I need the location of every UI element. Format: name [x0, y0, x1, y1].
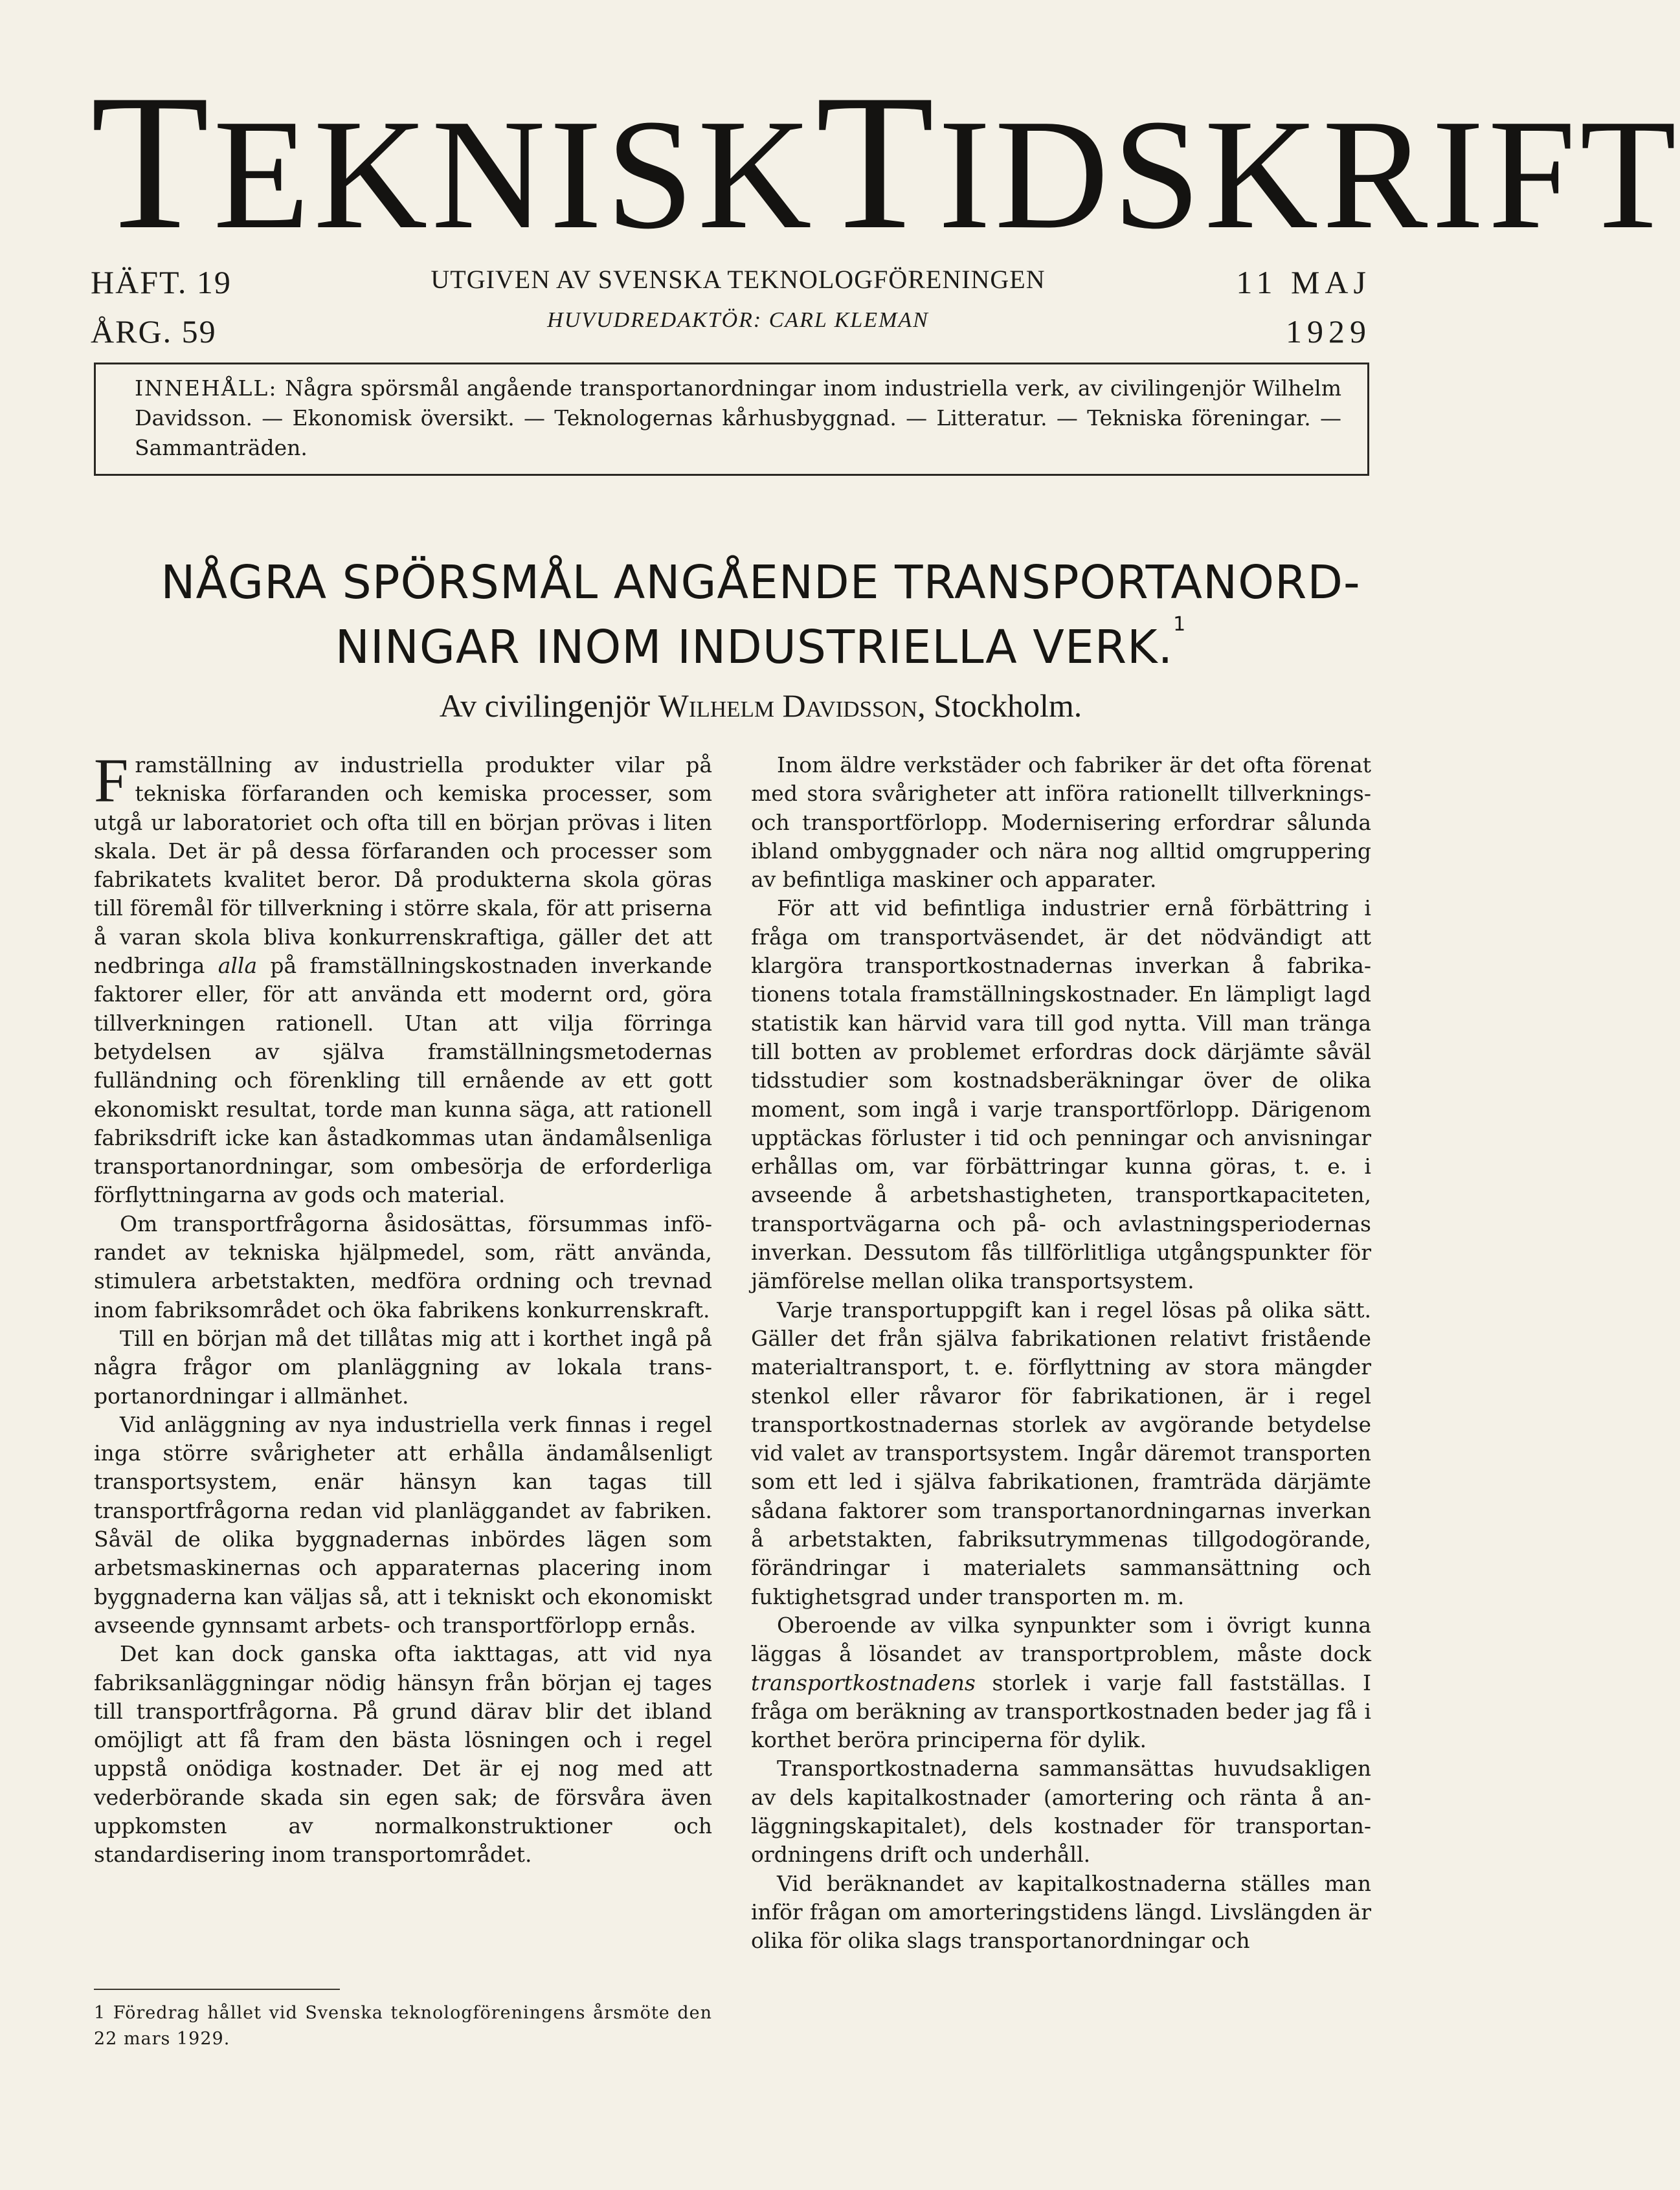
- title-footnote-mark: 1: [1173, 613, 1187, 636]
- byline-author: Wilhelm Davidsson: [658, 687, 918, 724]
- byline-prefix: Av civilingenjör: [439, 687, 651, 724]
- paragraph: [94, 746, 712, 1210]
- paragraph: För att vid befintliga industrier ernå förbättring i fråga om transportväsendet, är det nödvändigt att klargöra transportkostnadernas inverkan å fabrikationens totala framställningskostnader. En lämpligt lagd statistik kan härvid vara till god nytta. Vill man tränga till botten av problemet erfordras dock därjämte såväl tidsstudier som kostnadsberäkningar över de olika moment, som ingå i varje transportförlopp. Därigenom upptäckas förluster i tid och penningar och anvisningar erhållas om, var förbättringar kunna göras, t. e. i avseende å arbetshastigheten, transportkapaciteten, transportvägarna och på- och avlastningsperiodernas inverkan. Dessutom fås tillförlitliga utgångspunkter för jämförelse mellan olika transportsystem.: [751, 895, 1371, 1294]
- publisher-line: UTGIVEN AV SVENSKA TEKNOLOGFÖRENINGEN: [431, 265, 1046, 294]
- paragraph: Om transportfrågorna åsidosättas, försummas införandet av tekniska hjälpmedel, som, rätt använda, stimulera arbetstakten, medföra ordning och trevnad inom fabriksområdet och öka fabrikens konkurrenskraft.: [94, 1211, 712, 1323]
- paragraph: [751, 1611, 1371, 1754]
- footnote: 1 Föredrag hållet vid Svenska teknologföreningens årsmöte den 22 mars 1929.: [94, 2003, 712, 2049]
- paragraph: Det kan dock ganska ofta iakttagas, att vid nya fabriksanläggningar nödig hänsyn från början ej tages till transportfrågorna. På grund därav blir det ibland omöjligt att få fram den bästa lösningen och i regel uppstå onödiga kostnader. Det är ej nog med att vederbörande skada sin egen sak; de försvåra även uppkomsten av normalkonstruktioner och standardisering inom transportområdet.: [94, 1641, 712, 1868]
- paragraph: Vid anläggning av nya industriella verk finnas i regel inga större svårigheter att erhålla ändamålsenligt transportsystem, enär hänsyn kan tagas till transportfrågorna redan vid planläggandet av fabriken. Såväl de olika byggnadernas inbördes lägen som arbetsmaskinernas och apparaternas placering inom byggnaderna kan väljas så, att i tekniskt och ekonomiskt avseende gynnsamt arbets- och transportförlopp ernås.: [94, 1411, 712, 1638]
- paragraph-text: på framställningskostnaden inverkande faktorer eller, för att använda ett modernt ord, göra tillverkningen rationell. Utan att vilja förringa betydelsen av själva framställningsmetodernas fulländning och förenkling till ernående av ett gott ekonomiskt resultat, torde man kunna säga, att rationell fabriksdrift icke kan åstadkommas utan ändamålsenliga transportanordningar, som ombesörja de erforderliga förflyttningarna av gods och material.: [94, 953, 712, 1208]
- article-title-line-2-text: NINGAR INOM INDUSTRIELLA VERK.: [335, 620, 1174, 674]
- article-title-line-1: NÅGRA SPÖRSMÅL ANGÅENDE TRANSPORTANORD-: [161, 555, 1361, 609]
- masthead-word-1: EKNISK: [213, 87, 816, 262]
- masthead-initial-2: T: [815, 54, 939, 269]
- journal-masthead: [91, 54, 1680, 269]
- emphasis-text: alla: [218, 953, 258, 979]
- emphasis-text: transportkostnadens: [751, 1670, 976, 1695]
- masthead-initial-1: T: [91, 54, 214, 269]
- issue-numbers: [91, 258, 304, 356]
- byline-suffix: , Stockholm.: [917, 687, 1082, 724]
- paragraph-text: Oberoende av vilka synpunkter som i övrigt kunna läggas å lösandet av transportproblem, måste dock: [751, 1612, 1371, 1667]
- issue-date: [1164, 258, 1371, 356]
- contents-box: [94, 363, 1369, 476]
- contents-label: INNEHÅLL:: [135, 375, 278, 401]
- issue-year: 1929: [1286, 313, 1371, 350]
- masthead-word-2: IDSKRIFT: [938, 87, 1680, 262]
- paragraph: Inom äldre verkstäder och fabriker är det ofta förenat med stora svårigheter att införa rationellt tillverknings- och transportförlopp. Modernisering erfordrar sålunda ibland ombyggnader och nära nog alltid omgruppering av befintliga maskiner och apparater.: [751, 752, 1371, 893]
- article-title-line-2: [97, 615, 1424, 680]
- article-byline: [97, 680, 1424, 732]
- publisher-info: [350, 259, 1126, 341]
- article-column-right: [751, 751, 1371, 1955]
- paragraph-text: storlek i varje fall fastställas. I fråga om beräkning av transportkostnaden beder jag få i korthet beröra principerna för dylik.: [751, 1670, 1371, 1753]
- paragraph-text: ramställning av industriella produkter vilar på tekniska förfaranden och kemiska processer, som utgå ur laboratoriet och ofta till en början prövas i liten skala. Det är på dessa förfaranden och processer som fabrikatets kvalitet beror. Då produkterna skola göras till föremål för tillverkning i större skala, för att priserna å varan skola bliva konkurrenskraftiga, gäller det att nedbringa: [94, 752, 712, 979]
- paragraph: Varje transportuppgift kan i regel lösas på olika sätt. Gäller det från själva fabrikationen relativt fristående materialtransport, t. e. förflyttning av stora mängder stenkol eller råvaror för fabrikationen, är i regel transportkostnadernas storlek av avgörande betydelse vid valet av transportsystem. Ingår däremot transporten som ett led i själva fabrikationen, framträda därjämte sådana faktorer som transportanordningarnas inverkan å arbetstakten, fabriksutrymmenas tillgodogörande, förändringar i materialets sammansättning och fuktighetsgrad under transporten m. m.: [751, 1297, 1371, 1609]
- paragraph: Till en början må det tillåtas mig att i korthet ingå på några frågor om planläggning av lokala transportanordningar i allmänhet.: [94, 1325, 712, 1409]
- paragraph: Transportkostnaderna sammansättas huvudsakligen av dels kapitalkostnader (amortering och ränta å anläggningskapitalet), dels kostnader för transportanordningens drift och underhåll.: [751, 1756, 1371, 1868]
- editor-line: HUVUDREDAKTÖR: CARL KLEMAN: [547, 308, 929, 332]
- issue-date-day: 11 MAJ: [1236, 264, 1371, 300]
- contents-text: Några spörsmål angående transportanordningar inom industriella verk, av civilingenjör Wilhelm Davidsson. — Ekonomisk översikt. — Teknologernas kårhusbyggnad. — Litteratur. — Tekniska föreningar. — Sammanträden.: [135, 375, 1341, 460]
- issue-arg: ÅRG. 59: [91, 313, 217, 350]
- article-title: [97, 550, 1424, 680]
- issue-haft: HÄFT. 19: [91, 264, 232, 300]
- drop-cap: F: [94, 746, 129, 815]
- article-column-left: [94, 746, 712, 1870]
- footnote-divider: [94, 1989, 340, 1990]
- paragraph: Vid beräknandet av kapitalkostnaderna ställes man inför frågan om amorteringstidens längd. Livslängden är olika för olika slags transportanordningar och: [751, 1870, 1371, 1954]
